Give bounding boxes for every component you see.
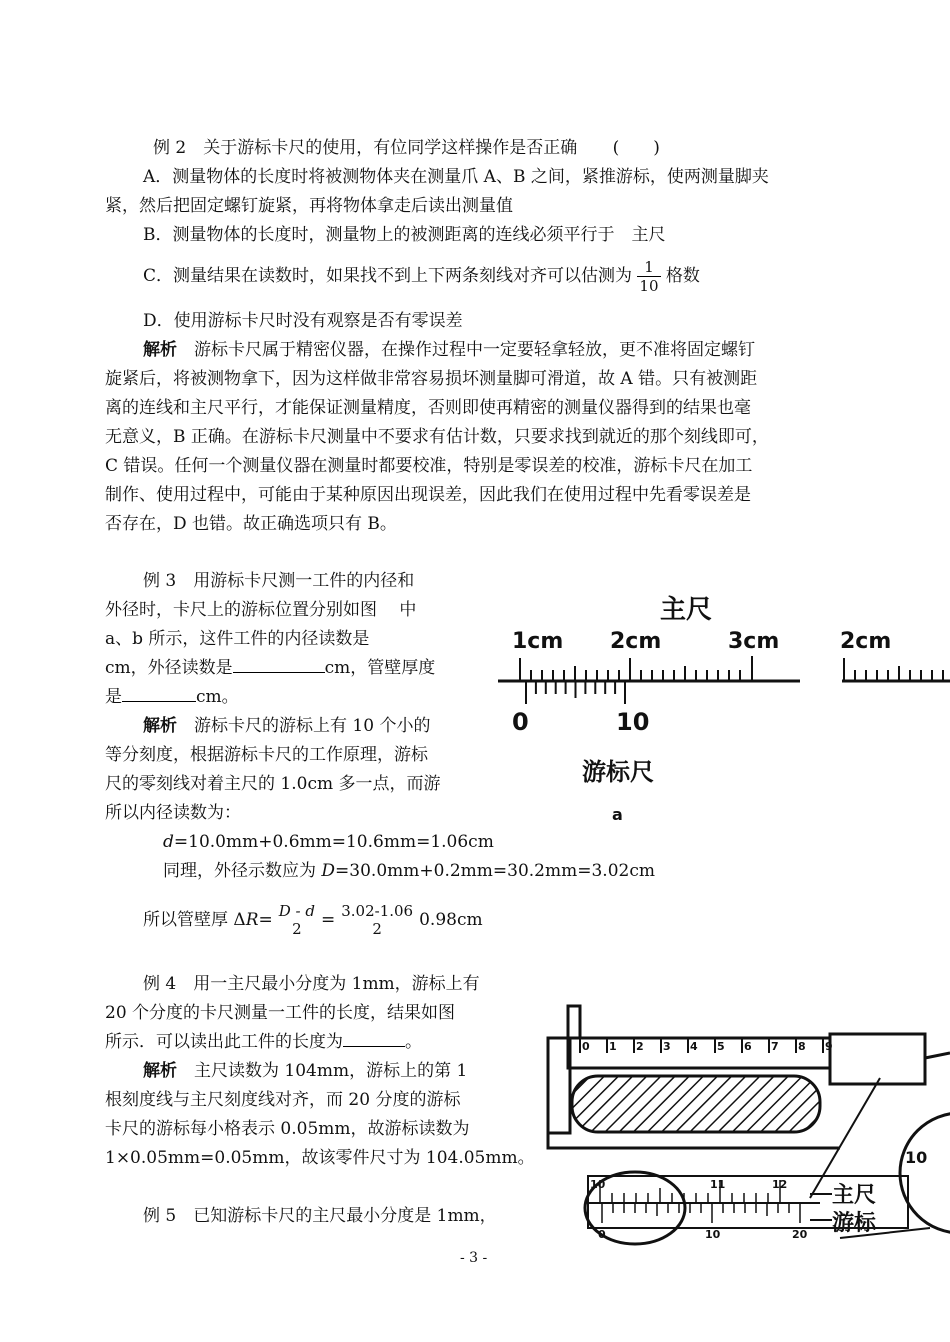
detail-ticks xyxy=(600,1180,800,1223)
tick-label-1cm: 1cm xyxy=(512,629,564,654)
ex4-solution-line1: 解析 主尺读数为 104mm，游标上的第 1 xyxy=(143,1061,468,1081)
ex2-solution-line1: 解析 游标卡尺属于精密仪器，在操作过程中一定要轻拿轻放，更不准将固定螺钉 xyxy=(143,340,755,360)
ex2-solution-line5: C 错误。任何一个测量仪器在测量时都要校准，特别是零误差的校准，游标卡尺在加工 xyxy=(105,456,753,476)
ex3-line3: a、b 所示，这件工件的内径读数是 xyxy=(105,629,370,649)
tick-label-3cm: 3cm xyxy=(728,629,780,654)
ex3-line4: cm，外径读数是 cm，管壁厚度 xyxy=(105,658,436,678)
vernier-scale-label: 游标尺 xyxy=(582,758,654,786)
ex3-solution-line3: 尺的零刻线对着主尺的 1.0cm 多一点，而游 xyxy=(105,774,441,794)
svg-text:2: 2 xyxy=(636,1040,644,1053)
ex3-line2: 外径时，卡尺上的游标位置分别如图 中 xyxy=(105,600,417,620)
svg-text:8: 8 xyxy=(798,1040,806,1053)
ex2-option-a-line2: 紧，然后把固定螺钉旋紧，再将物体拿走后读出测量值 xyxy=(105,196,513,216)
zoom-label-10: 10 xyxy=(905,1148,928,1167)
ex2-solution-line2: 旋紧后，将被测物拿下，因为这样做非常容易损坏测量脚可滑道，故 A 错。只有被测距 xyxy=(105,369,758,389)
vernier-ten: 10 xyxy=(616,708,650,736)
main-scale-ticks-b xyxy=(844,658,943,681)
caliper-figure xyxy=(540,998,950,1298)
ex3-equation-thickness: 所以管壁厚 Δ R = D - d 2 = 3.02-1.06 2 0.98cm xyxy=(143,902,483,938)
answer-paren: ( ) xyxy=(612,138,660,158)
ex2-option-b: B．测量物体的长度时，测量物上的被测距离的连线必须平行于 主尺 xyxy=(143,225,666,245)
ex4-solution-line3: 卡尺的游标每小格表示 0.05mm，故游标读数为 xyxy=(105,1119,470,1139)
ex4-solution-line4: 1×0.05mm=0.05mm，故该零件尺寸为 104.05mm。 xyxy=(105,1148,535,1168)
ex2-option-d: D．使用游标卡尺时没有观察是否有零误差 xyxy=(143,311,463,331)
figure-a-label: a xyxy=(612,805,623,824)
svg-text:6: 6 xyxy=(744,1040,752,1053)
ex2-solution-line3: 离的连线和主尺平行，才能保证测量精度，否则即使再精密的测量仪器得到的结果也毫 xyxy=(105,398,751,418)
ex2-solution-line6: 制作、使用过程中，可能由于某种原因出现误差，因此我们在使用过程中先看零误差是 xyxy=(105,485,751,505)
detail-vernier-0: 0 xyxy=(598,1228,606,1241)
fraction-thickness-numeric: 3.02-1.06 2 xyxy=(341,902,414,938)
fraction-one-tenth: $\frac{1}{10}$ xyxy=(639,258,659,295)
tick-label-2cm-b: 2cm xyxy=(840,629,892,654)
ex2-title: 例 2 关于游标卡尺的使用，有位同学这样操作是否正确 ( ) xyxy=(153,138,660,158)
ex3-line5: 是 cm。 xyxy=(105,687,239,707)
vernier-zero: 0 xyxy=(512,708,529,736)
tick-label-2cm: 2cm xyxy=(610,629,662,654)
ex4-line3: 所示．可以读出此工件的长度为 。 xyxy=(105,1032,422,1052)
page-number: - 3 - xyxy=(460,1250,488,1266)
answer-blank-length xyxy=(343,1032,405,1047)
fraction-thickness-symbolic: D - d 2 xyxy=(278,902,315,938)
ex2-solution-line4: 无意义，B 正确。在游标卡尺测量中不要求有估计数，只要求找到就近的那个刻线即可， xyxy=(105,427,769,447)
answer-blank-outer xyxy=(233,658,325,673)
detail-num-11: 11 xyxy=(710,1178,726,1191)
solution-label: 解析 xyxy=(143,716,177,736)
detail-num-10: 10 xyxy=(590,1178,606,1191)
svg-text:7: 7 xyxy=(771,1040,779,1053)
ex3-solution-line2: 等分刻度，根据游标卡尺的工作原理，游标 xyxy=(105,745,428,765)
ex4-solution-line2: 根刻度线与主尺刻度线对齐，而 20 分度的游标 xyxy=(105,1090,461,1110)
ex4-line2: 20 个分度的卡尺测量一工件的长度，结果如图 xyxy=(105,1003,456,1023)
main-scale-label: 主尺 xyxy=(660,595,713,625)
detail-num-12: 12 xyxy=(772,1178,788,1191)
ex2-option-a-line1: A．测量物体的长度时将被测物体夹在测量爪 A、B 之间，紧推游标，使两测量脚夹 xyxy=(143,167,769,187)
ex3-solution-line4: 所以内径读数为： xyxy=(105,803,241,823)
vernier-slider xyxy=(830,1034,925,1084)
detail-vernier-10: 10 xyxy=(705,1228,721,1241)
solution-label: 解析 xyxy=(143,340,177,360)
svg-text:4: 4 xyxy=(690,1040,698,1053)
ex3-equation-outer: 同理，外径示数应为 D=30.0mm+0.2mm=30.2mm=3.02cm xyxy=(163,861,655,881)
ex3-line1: 例 3 用游标卡尺测一工件的内径和 xyxy=(143,571,415,591)
svg-text:0: 0 xyxy=(582,1040,590,1053)
solution-label: 解析 xyxy=(143,1061,177,1081)
ex3-solution-line1: 解析 游标卡尺的游标上有 10 个小的 xyxy=(143,716,431,736)
ex4-line1: 例 4 用一主尺最小分度为 1mm，游标上有 xyxy=(143,974,480,994)
main-scale-ticks-a xyxy=(520,656,752,681)
svg-text:1: 1 xyxy=(609,1040,617,1053)
svg-text:3: 3 xyxy=(663,1040,671,1053)
ex3-equation-inner: d=10.0mm+0.6mm=10.6mm=1.06cm xyxy=(163,832,494,852)
ex2-option-c: C．测量结果在读数时，如果找不到上下两条刻线对齐可以估测为 $\frac{1}{10}$ 格数 xyxy=(143,258,700,295)
svg-text:5: 5 xyxy=(717,1040,725,1053)
answer-blank-thickness xyxy=(122,687,196,702)
detail-vernier-20: 20 xyxy=(792,1228,808,1241)
svg-text:9: 9 xyxy=(825,1040,833,1053)
ex2-solution-line7: 否存在，D 也错。故正确选项只有 B。 xyxy=(105,514,397,534)
vernier-figure-ab xyxy=(490,588,950,828)
hatched-workpiece xyxy=(572,1076,820,1132)
label-vernier: 游标 xyxy=(832,1211,877,1236)
ex5-line1: 例 5 已知游标卡尺的主尺最小分度是 1mm， xyxy=(143,1206,497,1226)
label-main-scale: 主尺 xyxy=(832,1183,877,1208)
vernier-ticks-a xyxy=(526,681,625,704)
